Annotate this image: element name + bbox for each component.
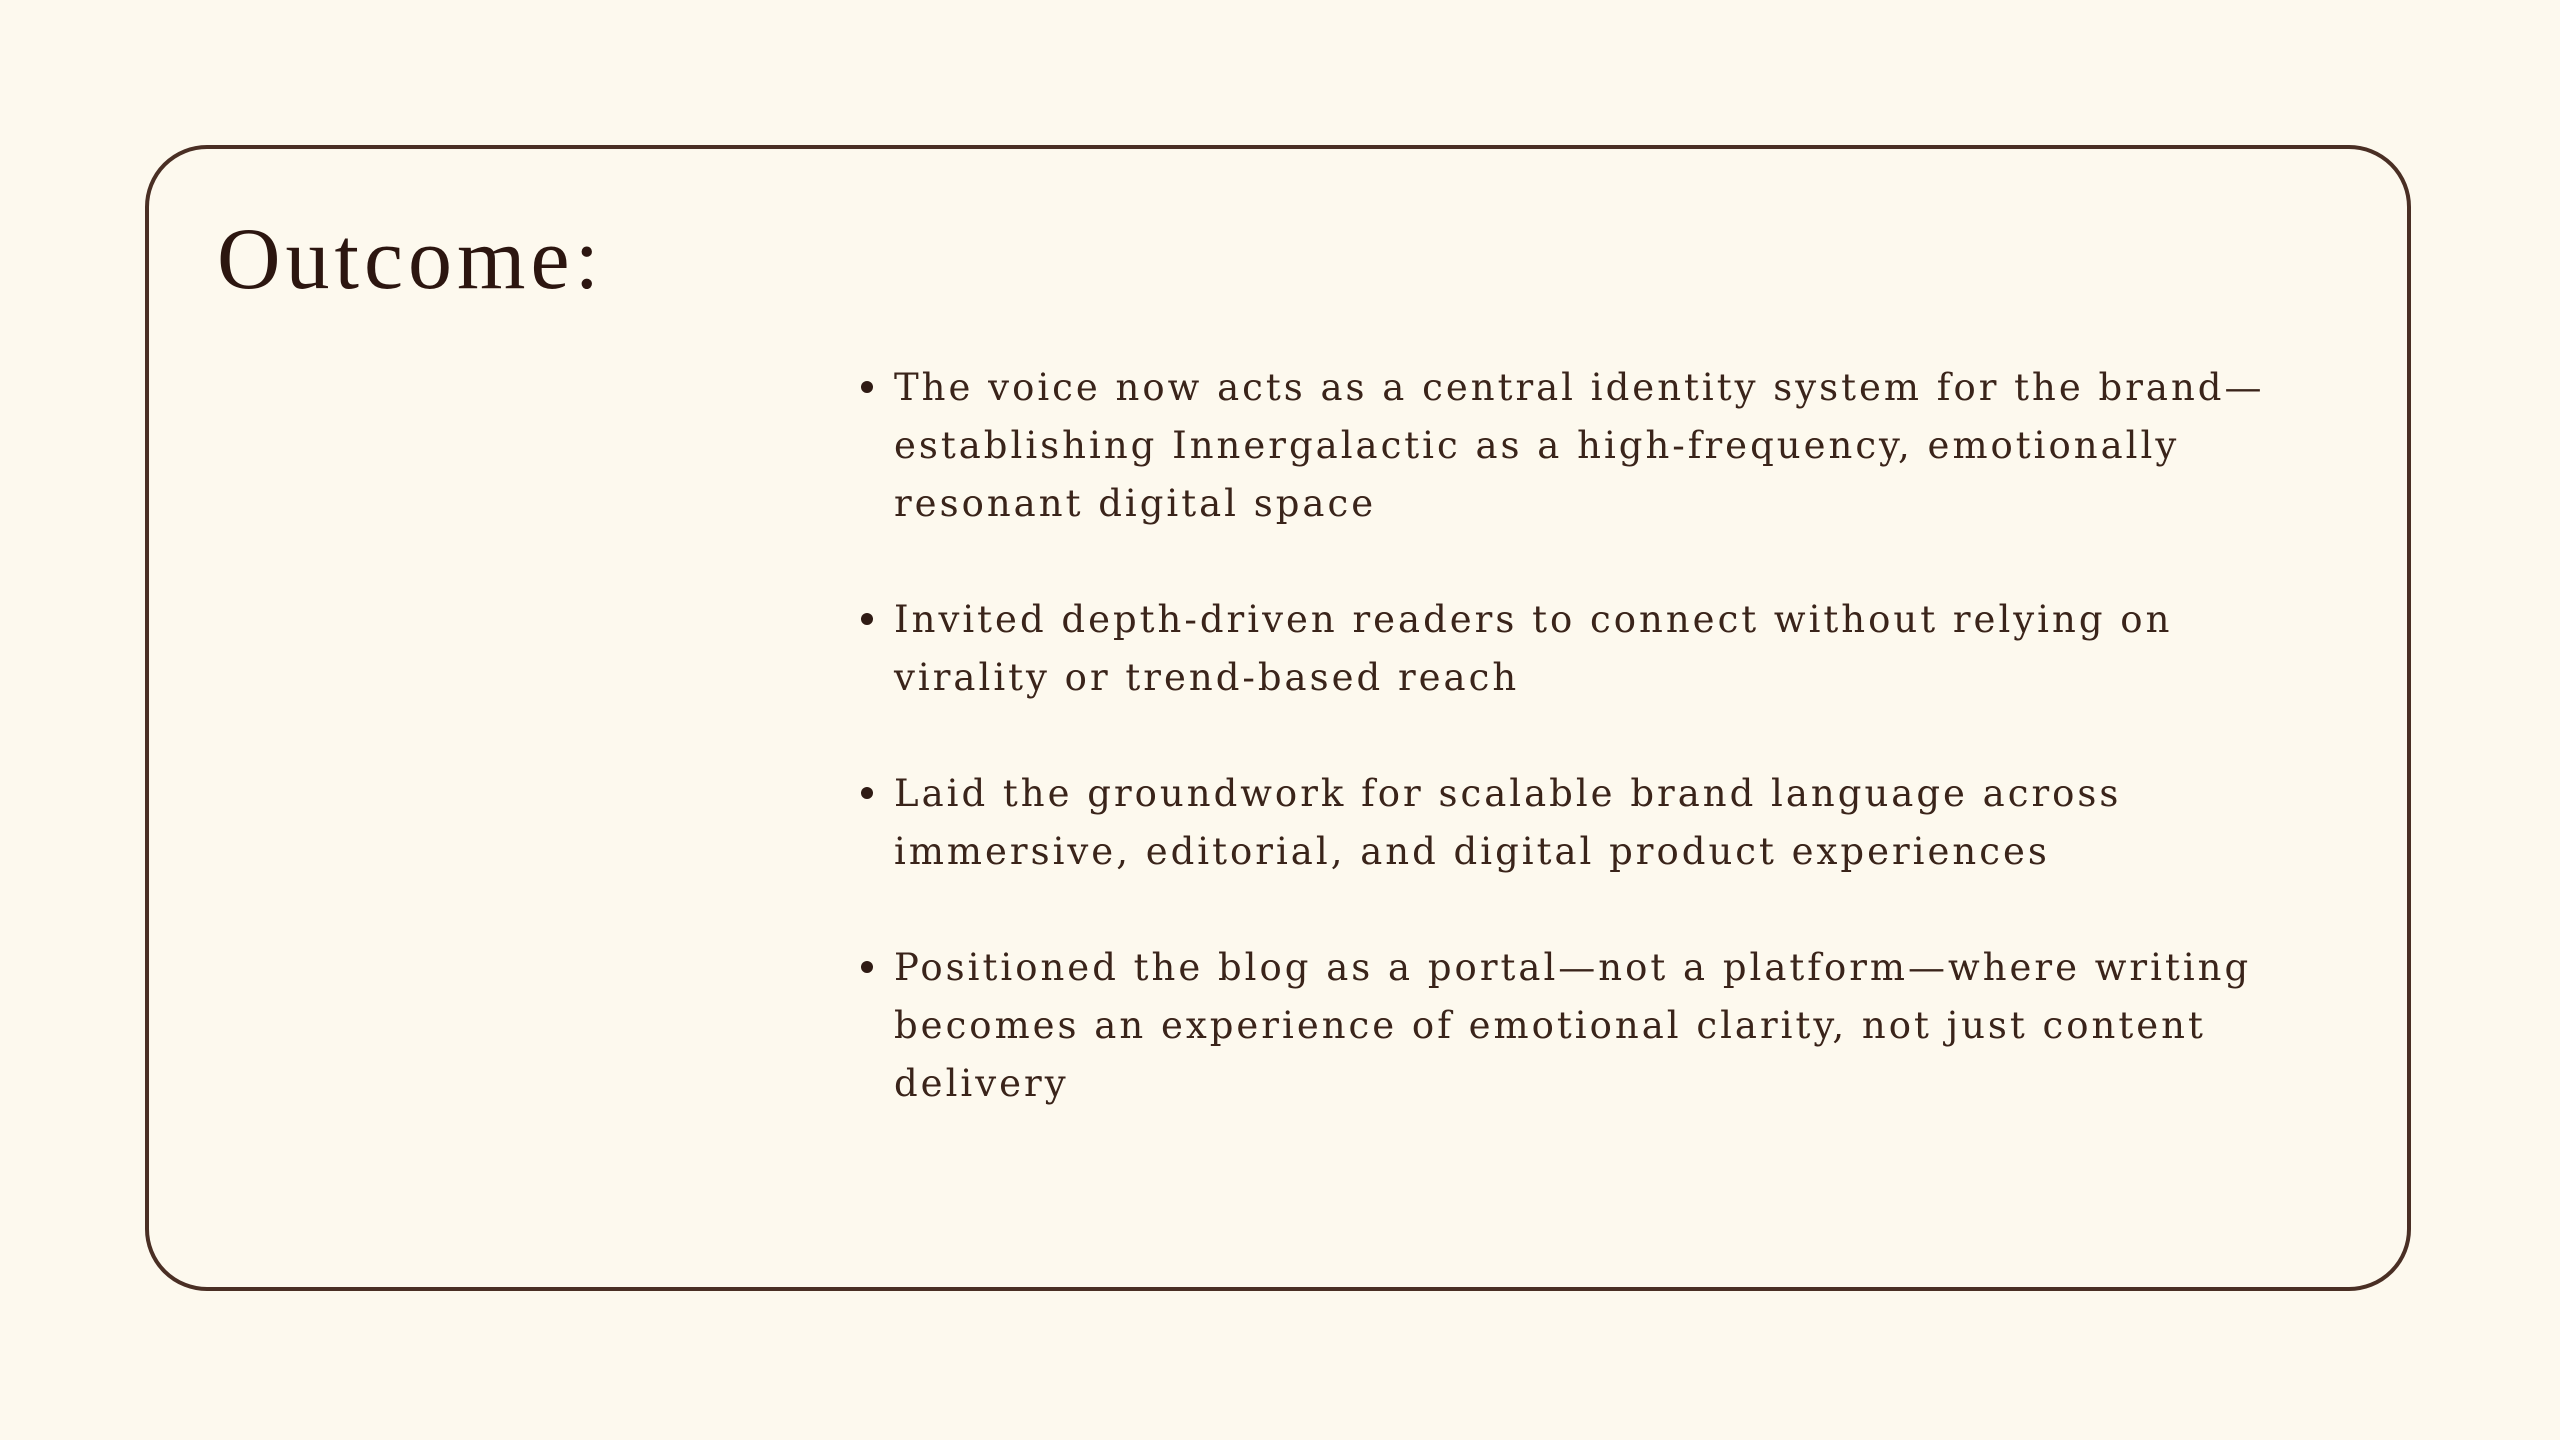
list-item (894, 939, 2324, 1113)
bullet-dot-icon (861, 381, 873, 393)
bullet-dot-icon (861, 787, 873, 799)
list-item-text: The voice now acts as a central identity system for the brand—establishing Innergalactic as a high-frequency, emotionally resonant digital space (894, 366, 2265, 525)
list-item-text: Invited depth-driven readers to connect without relying on virality or trend-based reach (894, 598, 2173, 699)
page-title: Outcome: (217, 211, 605, 308)
list-item (894, 591, 2324, 707)
list-item-text: Positioned the blog as a portal—not a platform—where writing becomes an experience of emotional clarity, not just content delivery (894, 946, 2252, 1105)
bullet-dot-icon (861, 613, 873, 625)
outcome-card (145, 145, 2411, 1291)
list-item-text: Laid the groundwork for scalable brand language across immersive, editorial, and digital product experiences (894, 772, 2122, 873)
outcome-list (894, 359, 2324, 1171)
list-item (894, 359, 2324, 533)
list-item (894, 765, 2324, 881)
bullet-dot-icon (861, 961, 873, 973)
